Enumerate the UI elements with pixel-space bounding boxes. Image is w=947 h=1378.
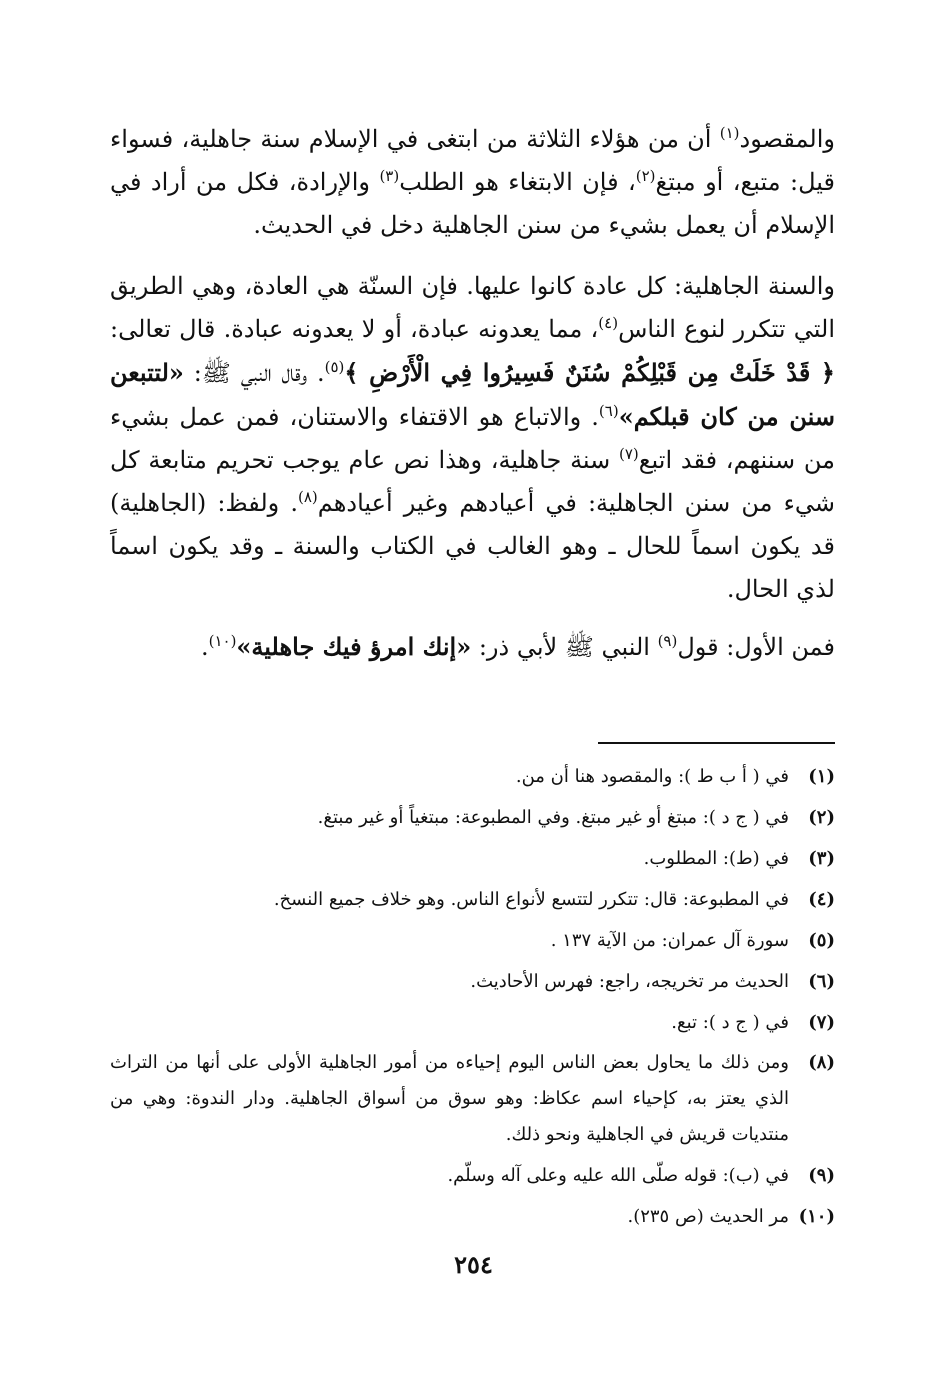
- footnote-text: مر الحديث (ص ٢٣٥).: [627, 1206, 789, 1227]
- paragraph-1: [110, 118, 835, 247]
- footnote-text: ومن ذلك ما يحاول بعض الناس اليوم إحياءه من أمور الجاهلية الأولى على أنها من التراث الذي يعتز به، كإحياء اسم عكاظ: وهو سوق من أسواق الجاهلية. ودار الندوة: وهي من منتديات قريش في الجاهلية ونحو ذلك.: [110, 1052, 789, 1145]
- footnote-ref-3[interactable]: (٣): [379, 167, 400, 185]
- footnote-ref-8[interactable]: (٨): [297, 488, 318, 506]
- hadith-quote: «إنك امرؤ فيك جاهلية»: [236, 632, 472, 661]
- text-run: والسنة الجاهلية: كل عادة كانوا عليها. فإن السنّة هي العادة، وهي الطريق التي تتكرر لنوع الناس: [110, 272, 835, 343]
- footnote-ref-1[interactable]: (١): [719, 124, 740, 142]
- footnote-5: [110, 920, 835, 961]
- footnotes: [110, 756, 835, 1237]
- paragraph-3: [110, 625, 835, 669]
- text-run: النبي ﷺ لأبي ذر:: [471, 633, 658, 661]
- footnote-text: في ( ج د ): مبتغ أو غير مبتغ. وفي المطبوعة: مبتغياً أو غير مبتغ.: [317, 807, 789, 828]
- text-run: ، فإن الابتغاء هو الطلب: [399, 168, 636, 196]
- text-run: . والاتباع هو الاقتفاء والاستنان، فمن عمل بشيء من سننهم، فقد اتبع: [110, 403, 835, 474]
- footnote-text: في المطبوعة: قال: تتكرر لتتسع لأنواع الناس. وهو خلاف جميع النسخ.: [273, 889, 789, 910]
- footnote-text: في ( ج د ): تبع.: [671, 1012, 789, 1033]
- text-run: فمن الأول: قول: [677, 633, 835, 661]
- main-text: [110, 118, 835, 669]
- footnote-10: [110, 1196, 835, 1237]
- footnote-separator: [598, 742, 835, 744]
- text-run: . ولفظ: (الجاهلية) قد يكون اسماً للحال ـ وهو الغالب في الكتاب والسنة ـ وقد يكون اسماً لذي الحال.: [110, 489, 835, 603]
- footnote-number: (٨): [808, 1052, 835, 1073]
- paragraph-2: [110, 265, 835, 611]
- footnote-1: [110, 756, 835, 797]
- text-run: .: [200, 633, 209, 661]
- footnote-text: في ( أ ب ط ): والمقصود هنا أن من.: [515, 766, 789, 787]
- footnote-number: (٣): [808, 848, 835, 869]
- footnote-ref-6[interactable]: (٦): [598, 402, 619, 420]
- footnote-ref-2[interactable]: (٢): [635, 167, 656, 185]
- footnote-ref-4[interactable]: (٤): [598, 314, 619, 332]
- hadith-quote: «لتتبعن سنن من كان قبلكم»: [110, 358, 836, 431]
- footnote-3: [110, 838, 835, 879]
- footnote-number: (٩): [808, 1165, 835, 1186]
- page-number: ٢٥٤: [454, 1250, 493, 1279]
- footnote-6: [110, 961, 835, 1002]
- text-run: ، مما يعدونه عبادة، أو لا يعدونه عبادة. قال تعالى:: [110, 315, 599, 343]
- footnote-7: [110, 1002, 835, 1043]
- footnote-2: [110, 797, 835, 838]
- text-run: والإرادة، فكل من أراد في الإسلام أن يعمل بشيء من سنن الجاهلية دخل في الحديث.: [110, 168, 835, 239]
- footnote-text: سورة آل عمران: من الآية ١٣٧ .: [550, 930, 789, 951]
- footnote-number: (٥): [808, 930, 835, 951]
- footnote-ref-5[interactable]: (٥): [324, 358, 345, 376]
- quran-verse: ﴿ قَدْ خَلَتْ مِن قَبْلِكُمْ سُنَنٌ فَسِيرُوا فِي الْأَرْضِ ﴾: [344, 358, 835, 387]
- footnote-ref-10[interactable]: (١٠): [208, 632, 237, 650]
- footnote-ref-9[interactable]: (٩): [657, 632, 678, 650]
- footnote-number: (٦): [808, 971, 835, 992]
- footnote-number: (٢): [808, 807, 835, 828]
- text-run: سنة جاهلية، وهذا نص عام يوجب تحريم متابعة كل شيء من سنن الجاهلية: في أعيادهم وغير أعيادهم: [110, 446, 835, 517]
- footnote-number: (٧): [808, 1012, 835, 1033]
- footnote-text: في (ط): المطلوب.: [643, 848, 789, 869]
- footnote-ref-7[interactable]: (٧): [619, 445, 639, 463]
- footnote-number: (١): [808, 766, 835, 787]
- footnote-text: الحديث مر تخريجه، راجع: فهرس الأحاديث.: [470, 971, 789, 992]
- footnote-number: (١٠): [798, 1206, 835, 1227]
- footnote-8: [110, 1045, 835, 1153]
- footnote-number: (٤): [808, 889, 835, 910]
- footnote-text: في (ب): قوله صلّى الله عليه وعلى آله وسلّم.: [447, 1165, 789, 1186]
- text-run: والمقصود: [739, 125, 835, 153]
- text-run: أن من هؤلاء الثلاثة من ابتغى في الإسلام سنة جاهلية، فسواء قيل: متبع، أو مبتغ: [110, 125, 835, 196]
- text-run: . وقال النبي ﷺ:: [183, 359, 325, 387]
- footnote-9: [110, 1155, 835, 1196]
- footnote-4: [110, 879, 835, 920]
